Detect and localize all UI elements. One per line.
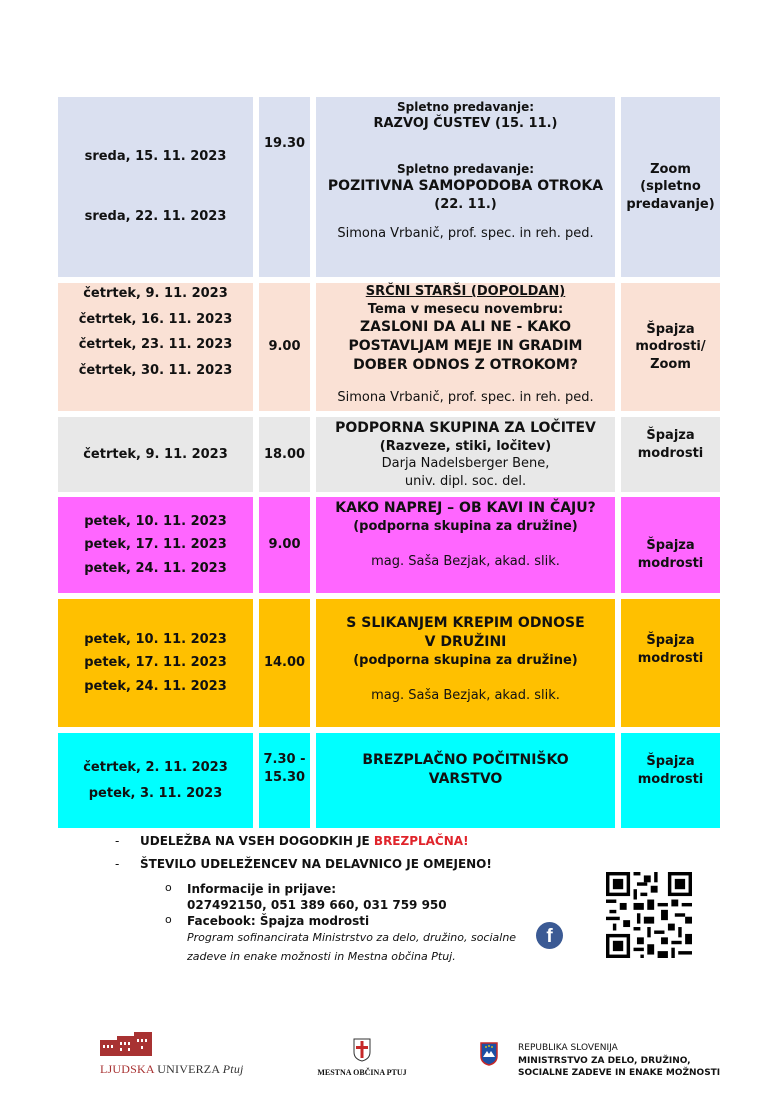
- event-title: ZASLONI DA ALI NE - KAKO POSTAVLJAM MEJE IN GRADIM DOBER ODNOS Z OTROKOM?: [348, 319, 583, 373]
- table-row: [58, 417, 720, 492]
- table-row: [58, 283, 720, 411]
- note-limited: - ŠTEVILO UDELEŽENCEV NA DELAVNICO JE OMEJENO!: [120, 857, 492, 871]
- place-cell: [621, 283, 720, 411]
- lu-word-3: Ptuj: [222, 1062, 244, 1076]
- dates-cell: [58, 599, 253, 727]
- event-subtitle: (podporna skupina za družine): [353, 652, 578, 668]
- date: četrtek, 30. 11. 2023: [78, 362, 233, 378]
- place: Zoom (spletno predavanje): [626, 161, 715, 212]
- place-cell: [621, 97, 720, 277]
- event-cell: [316, 97, 615, 277]
- ministry-text: [518, 1042, 738, 1080]
- date: četrtek, 2. 11. 2023: [83, 759, 228, 775]
- note-free-text: UDELEŽBA NA VSEH DOGODKIH JE: [140, 834, 374, 848]
- event-cell: [316, 417, 615, 492]
- info-label: o Informacije in prijave:: [165, 882, 525, 896]
- date: petek, 3. 11. 2023: [88, 785, 223, 801]
- date: sreda, 22. 11. 2023: [84, 209, 227, 224]
- event-cell: [316, 283, 615, 411]
- ministry-line-2: MINISTRSTVO ZA DELO, DRUŽINO,: [518, 1055, 691, 1066]
- time: 19.30: [263, 136, 306, 151]
- date: četrtek, 23. 11. 2023: [78, 337, 233, 353]
- slovenia-arms-icon: [480, 1042, 498, 1066]
- lecturer: Simona Vrbanič, prof. spec. in reh. ped.: [337, 226, 594, 242]
- event-title: RAZVOJ ČUSTEV (15. 11.): [373, 116, 558, 132]
- date: sreda, 15. 11. 2023: [84, 149, 227, 165]
- time: 18.00: [263, 446, 306, 462]
- event-title: BREZPLAČNO POČITNIŠKO: [362, 752, 569, 768]
- building-icon: [100, 1032, 152, 1056]
- place: Špajza modrosti: [637, 428, 704, 461]
- event-title: (22. 11.): [434, 196, 497, 212]
- time-cell: [259, 733, 310, 828]
- time-cell: [259, 283, 310, 411]
- place-cell: [621, 599, 720, 727]
- free-highlight: BREZPLAČNA!: [373, 834, 469, 848]
- dates-cell: [58, 417, 253, 492]
- qr-code[interactable]: [606, 872, 692, 958]
- event-title: V DRUŽINI: [424, 633, 507, 650]
- lecturer: Darja Nadelsberger Bene,: [381, 456, 550, 472]
- info-block: [165, 882, 525, 967]
- lecturer: Simona Vrbanič, prof. spec. in reh. ped.: [337, 389, 594, 405]
- time-cell: [259, 599, 310, 727]
- facebook-label: o Facebook: Špajza modrosti: [165, 914, 525, 928]
- lu-word-1: LJUDSKA: [100, 1062, 158, 1076]
- table-row: [58, 733, 720, 828]
- event-title: S SLIKANJEM KREPIM ODNOSE: [346, 615, 585, 631]
- dates-cell: [58, 497, 253, 593]
- place: Špajza modrosti/ Zoom: [635, 321, 706, 372]
- ljudska-univerza-logo: [100, 1032, 244, 1077]
- event-cell: [316, 599, 615, 727]
- event-label: Spletno predavanje:: [396, 161, 535, 176]
- date: petek, 10. 11. 2023: [84, 631, 227, 647]
- date: petek, 10. 11. 2023: [84, 513, 227, 529]
- ministry-line-1: REPUBLIKA SLOVENIJA: [518, 1043, 618, 1053]
- event-cell: [316, 733, 615, 828]
- time: 14.00: [263, 655, 306, 671]
- mestna-obcina-logo: [312, 1038, 412, 1077]
- date: petek, 17. 11. 2023: [84, 537, 227, 553]
- time-cell: [259, 97, 310, 277]
- time-cell: [259, 497, 310, 593]
- mop-text: MESTNA OBČINA PTUJ: [317, 1068, 407, 1077]
- lecturer: mag. Saša Bezjak, akad. slik.: [371, 688, 560, 704]
- event-title: POZITIVNA SAMOPODOBA OTROKA: [327, 177, 604, 194]
- place: Špajza modrosti: [637, 633, 704, 666]
- lecturer: univ. dipl. soc. del.: [404, 473, 527, 489]
- dates-cell: [58, 733, 253, 828]
- event-title: SRČNI STARŠI (DOPOLDAN): [365, 284, 566, 299]
- table-row: [58, 97, 720, 277]
- date: četrtek, 9. 11. 2023: [83, 446, 228, 462]
- phone-numbers: 027492150, 051 389 660, 031 759 950: [187, 898, 447, 912]
- lu-text: [100, 1062, 244, 1077]
- place-cell: [621, 733, 720, 828]
- ministry-line-3: SOCIALNE ZADEVE IN ENAKE MOŽNOSTI: [518, 1068, 721, 1079]
- ministry-logo: [480, 1042, 721, 1079]
- table-row: [58, 497, 720, 593]
- event-title: VARSTVO: [428, 770, 503, 787]
- date: petek, 17. 11. 2023: [84, 655, 227, 671]
- lecturer: mag. Saša Bezjak, akad. slik.: [371, 554, 560, 570]
- funding-note: Program sofinancirata Ministrstvo za delo, družino, socialne zadeve in enake možnosti in Mestna občina Ptuj.: [187, 931, 517, 964]
- date: petek, 24. 11. 2023: [84, 678, 227, 694]
- place: Špajza modrosti: [637, 754, 704, 787]
- event-label: Tema v mesecu novembru:: [367, 301, 564, 317]
- date: petek, 24. 11. 2023: [84, 560, 227, 576]
- event-title: PODPORNA SKUPINA ZA LOČITEV: [335, 419, 596, 436]
- place-cell: [621, 417, 720, 492]
- date: četrtek, 16. 11. 2023: [78, 311, 233, 327]
- coat-of-arms-icon: [353, 1038, 371, 1062]
- time-cell: [259, 417, 310, 492]
- table-row: [58, 599, 720, 727]
- event-subtitle: (podporna skupina za družine): [353, 518, 578, 534]
- dates-cell: [58, 97, 253, 277]
- place-cell: [621, 497, 720, 593]
- note-free: [120, 834, 492, 848]
- event-cell: [316, 497, 615, 593]
- place: Špajza modrosti: [637, 538, 704, 571]
- date: četrtek, 9. 11. 2023: [83, 286, 228, 301]
- time: 7.30 - 15.30: [263, 752, 306, 785]
- time: 9.00: [268, 339, 301, 355]
- time: 9.00: [268, 537, 301, 553]
- event-subtitle: (Razveze, stiki, ločitev): [379, 438, 552, 454]
- event-label: Spletno predavanje:: [396, 100, 535, 114]
- notes-list: [120, 834, 492, 880]
- facebook-icon[interactable]: f: [536, 922, 563, 949]
- event-title: KAKO NAPREJ – OB KAVI IN ČAJU?: [335, 500, 596, 516]
- dates-cell: [58, 283, 253, 411]
- lu-word-2: UNIVERZA: [157, 1062, 223, 1076]
